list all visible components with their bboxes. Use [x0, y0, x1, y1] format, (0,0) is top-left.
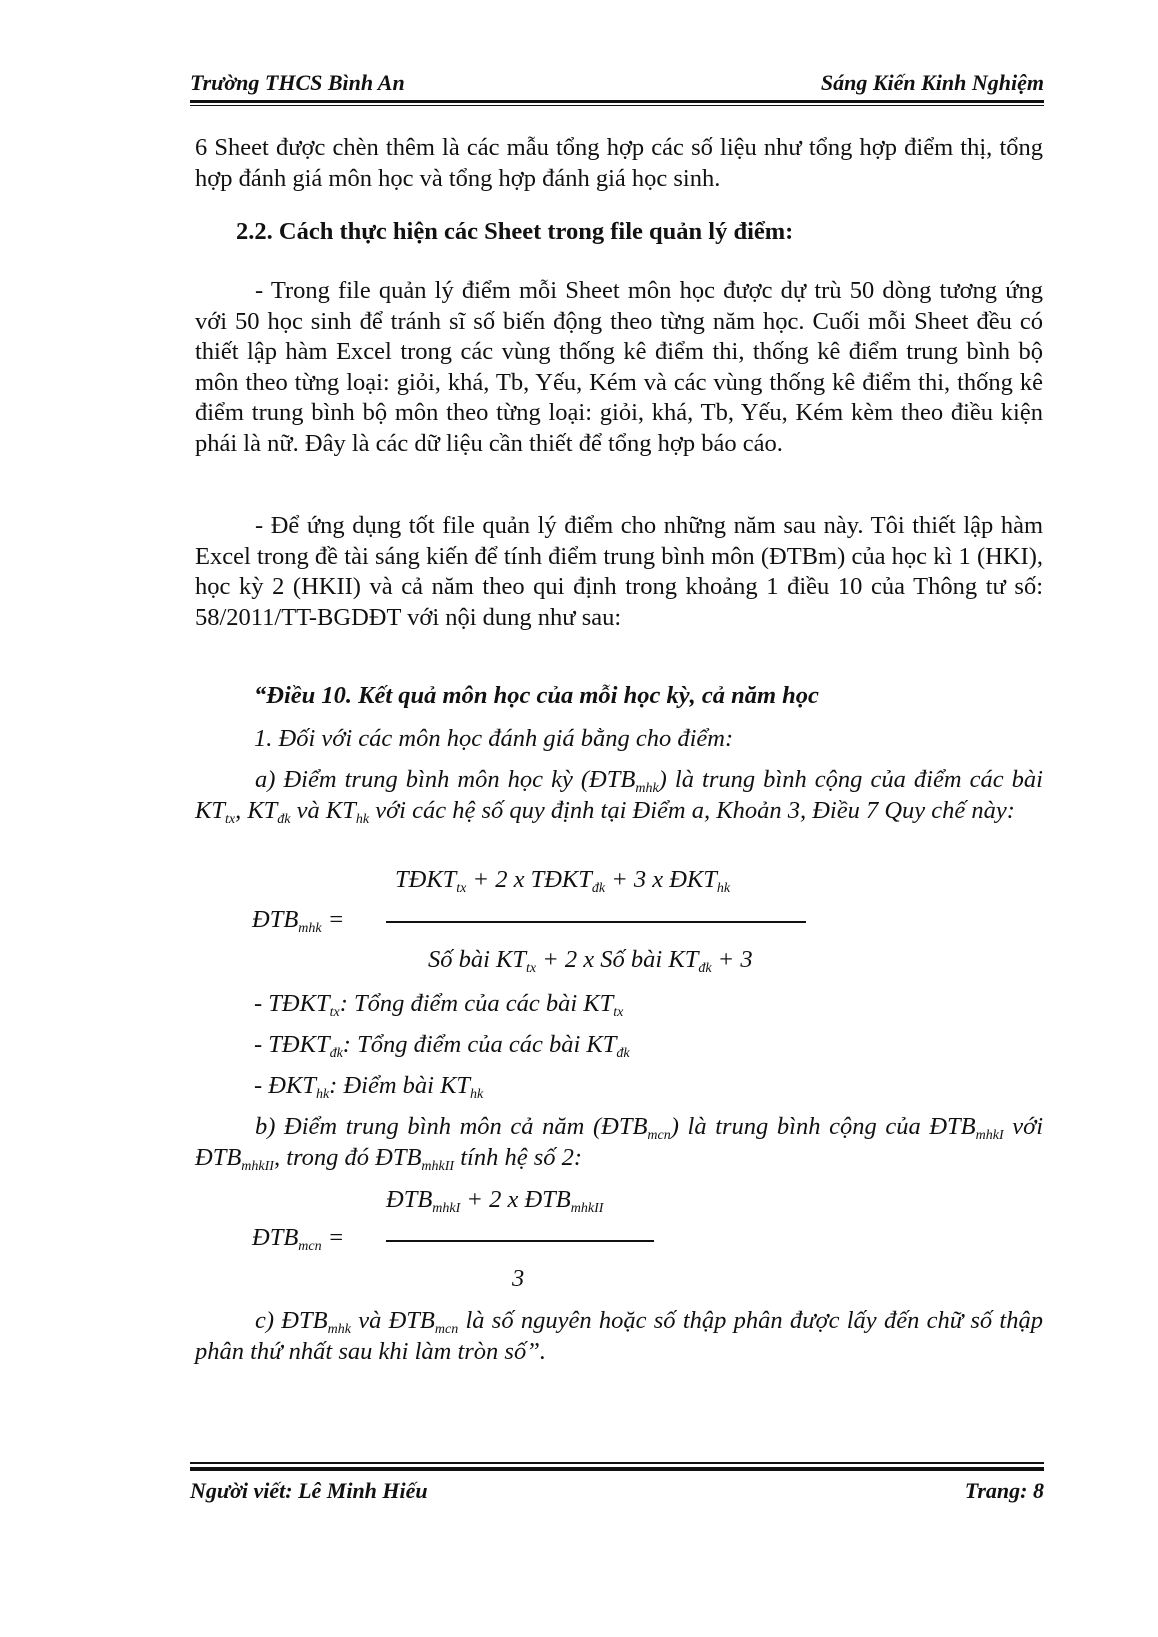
clause-c: c) $ĐTB_{mhk}$ và $ĐTB_{mcn}$ là số nguyên hoặc số thập phân được lấy đến chữ số thập phân thứ nhất sau khi làm tròn số”.	[195, 1307, 1043, 1365]
header-rule-thin	[190, 105, 1044, 106]
clause-b: b) Điểm trung bình môn cả năm $(ĐTB_{mcn})$ là trung bình cộng của $ĐTB_{mhkI}$ với $ĐTB_{mhkII}$, trong đó $ĐTB_{mhkII}$ tính hệ số 2:	[195, 1113, 1044, 1174]
intro-paragraph: 6 Sheet được chèn thêm là các mẫu tổng hợp các số liệu như tổng hợp điểm thị, tổng hợp đánh giá môn học và tổng hợp đánh giá học sinh.	[195, 134, 1043, 192]
formula-1-denominator: Số bài $KT_{tx} + 2$ x Số bài $KT_{đk} + 3$	[428, 946, 753, 976]
formula-2-numerator: $ĐTB_{mhkI} + 2$ x $ĐTB_{mhkII}$	[386, 1186, 604, 1216]
formula-2-lhs: $ĐTB_{mcn}$ =	[252, 1224, 345, 1254]
definition-tdkt-dk: - $TĐKT_{đk}$: Tổng điểm của các bài $KT_{đk}$	[254, 1031, 630, 1061]
header-rule	[190, 100, 1044, 103]
paragraph-1: - Trong file quản lý điểm mỗi Sheet môn học được dự trù 50 dòng tương ứng với 50 học sinh để tránh sĩ số biến động theo từng năm học. Cuối mỗi Sheet đều có thiết lập hàm Excel trong các vùng thống kê điểm thi, thống kê điểm trung bình bộ môn theo từng loại: giỏi, khá, Tb, Yếu, Kém và các vùng thống kê điểm thi, thống kê điểm trung bình bộ môn theo từng loại: giỏi, khá, Tb, Yếu, Kém kèm theo điều kiện phái là nữ. Đây là các dữ liệu cần thiết để tổng hợp báo cáo.	[195, 277, 1043, 457]
formula-1-lhs: $ĐTB_{mhk}$ =	[252, 906, 345, 936]
definition-dkt-hk: - $ĐKT_{hk}$: Điểm bài $KT_{hk}$	[254, 1072, 484, 1102]
formula-1-numerator: $TĐKT_{tx} + 2$ x $TĐKT_{đk} + 3$ x $ĐKT_{hk}$	[395, 866, 731, 896]
formula-1-fraction-bar	[386, 921, 806, 923]
article-title: “Điều 10. Kết quả môn học của mỗi học kỳ, cả năm học	[254, 682, 819, 709]
footer-rule	[190, 1462, 1044, 1464]
header-school: Trường THCS Bình An	[190, 70, 405, 95]
formula-2-fraction-bar	[386, 1240, 654, 1242]
page-number: Trang: 8	[964, 1478, 1044, 1503]
header-doc-type: Sáng Kiến Kinh Nghiệm	[820, 70, 1044, 95]
section-title: 2.2. Cách thực hiện các Sheet trong file quản lý điểm:	[236, 218, 794, 245]
definition-tdkt-tx: - $TĐKT_{tx}$: Tổng điểm của các bài $KT_{tx}$	[254, 990, 624, 1020]
footer-author: Người viết: Lê Minh Hiếu	[190, 1478, 428, 1503]
formula-2-denominator: 3	[512, 1265, 525, 1292]
paragraph-2: - Để ứng dụng tốt file quản lý điểm cho những năm sau này. Tôi thiết lập hàm Excel trong đề tài sáng kiến để tính điểm trung bình môn (ĐTBm) của học kì 1 (HKI), học kỳ 2 (HKII) và cả năm theo qui định trong khoảng 1 điều 10 của Thông tư số: 58/2011/TT-BGDĐT với nội dung như sau:	[195, 512, 1043, 631]
clause-a: a) Điểm trung bình môn học kỳ $(ĐTB_{mhk})$ là trung bình cộng của điểm các bài $KT_{tx}$, $KT_{đk}$ và $KT_{hk}$ với các hệ số quy định tại Điểm a, Khoản 3, Điều 7 Quy chế này:	[195, 766, 1043, 827]
footer-rule-thick	[190, 1467, 1044, 1471]
article-item-1: 1. Đối với các môn học đánh giá bằng cho điểm:	[254, 725, 734, 752]
